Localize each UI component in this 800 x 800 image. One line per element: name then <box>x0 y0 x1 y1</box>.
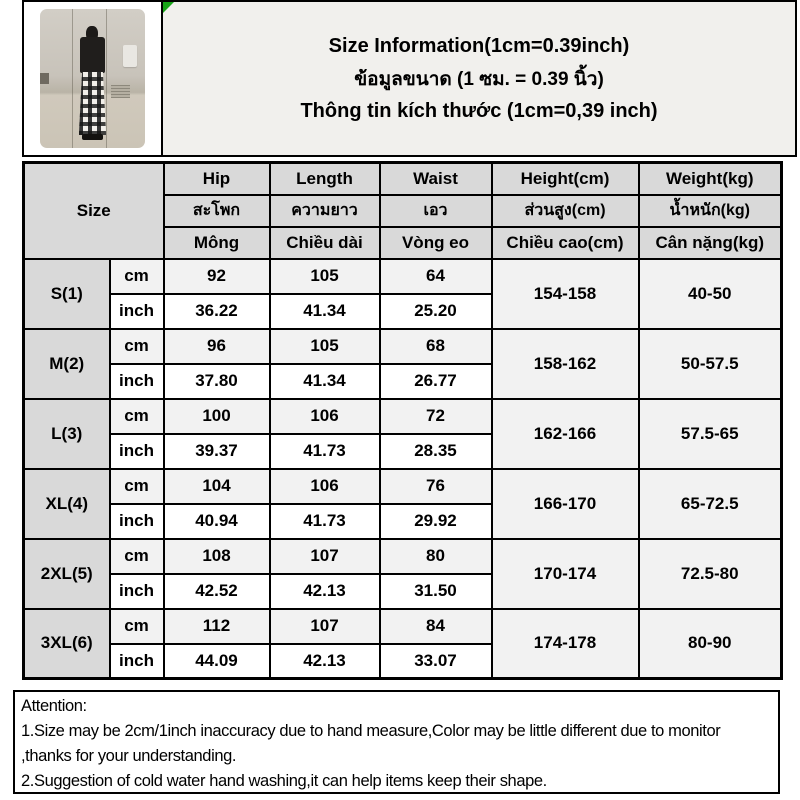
measurement-value-cm: 107 <box>270 539 380 574</box>
unit-label-inch: inch <box>110 364 164 399</box>
size-label: 2XL(5) <box>24 539 110 609</box>
measurement-value-inch: 42.13 <box>270 574 380 609</box>
title-vietnamese: Thông tin kích thước (1cm=0,39 inch) <box>300 99 658 122</box>
measurement-value-cm: 105 <box>270 329 380 364</box>
measurement-value-cm: 100 <box>164 399 270 434</box>
height-range: 166-170 <box>492 469 639 539</box>
unit-label-cm: cm <box>110 469 164 504</box>
measurement-value-inch: 25.20 <box>380 294 492 329</box>
unit-label-cm: cm <box>110 259 164 294</box>
size-label: M(2) <box>24 329 110 399</box>
col-header-height-vi: Chiều cao(cm) <box>492 227 639 259</box>
size-label: L(3) <box>24 399 110 469</box>
measurement-value-inch: 36.22 <box>164 294 270 329</box>
measurement-value-inch: 33.07 <box>380 644 492 679</box>
col-header-weight-en: Weight(kg) <box>639 163 782 195</box>
measurement-value-inch: 37.80 <box>164 364 270 399</box>
weight-range: 57.5-65 <box>639 399 782 469</box>
col-header-weight-vi: Cân nặng(kg) <box>639 227 782 259</box>
model-plaid-pants <box>79 72 106 136</box>
height-range: 170-174 <box>492 539 639 609</box>
col-header-waist-vi: Vòng eo <box>380 227 492 259</box>
col-header-hip-en: Hip <box>164 163 270 195</box>
table-row-cm <box>24 609 782 644</box>
col-header-waist-en: Waist <box>380 163 492 195</box>
unit-label-inch: inch <box>110 644 164 679</box>
unit-label-cm: cm <box>110 609 164 644</box>
measurement-value-inch: 42.13 <box>270 644 380 679</box>
measurement-value-inch: 29.92 <box>380 504 492 539</box>
col-header-length-en: Length <box>270 163 380 195</box>
weight-range: 65-72.5 <box>639 469 782 539</box>
unit-label-inch: inch <box>110 574 164 609</box>
title-cell <box>163 2 795 155</box>
height-range: 154-158 <box>492 259 639 329</box>
measurement-value-inch: 40.94 <box>164 504 270 539</box>
col-header-hip-vi: Mông <box>164 227 270 259</box>
measurement-value-cm: 106 <box>270 399 380 434</box>
size-table <box>22 161 783 680</box>
table-row-cm <box>24 329 782 364</box>
col-header-length-th: ความยาว <box>270 195 380 227</box>
table-row-cm <box>24 399 782 434</box>
measurement-value-cm: 72 <box>380 399 492 434</box>
unit-label-cm: cm <box>110 539 164 574</box>
attention-line-1: 1.Size may be 2cm/1inch inaccuracy due to hand measure,Color may be little different due to monitor ,thanks for your understanding. <box>21 722 721 765</box>
measurement-value-inch: 26.77 <box>380 364 492 399</box>
weight-range: 50-57.5 <box>639 329 782 399</box>
attention-note <box>13 690 780 794</box>
measurement-value-cm: 68 <box>380 329 492 364</box>
measurement-value-cm: 107 <box>270 609 380 644</box>
size-label: 3XL(6) <box>24 609 110 679</box>
title-thai: ข้อมูลขนาด (1 ซม. = 0.39 นิ้ว) <box>354 68 604 90</box>
mirror-seam <box>106 9 107 148</box>
col-header-hip-th: สะโพก <box>164 195 270 227</box>
measurement-value-inch: 44.09 <box>164 644 270 679</box>
shelf <box>111 85 130 98</box>
col-header-height-th: ส่วนสูง(cm) <box>492 195 639 227</box>
measurement-value-cm: 106 <box>270 469 380 504</box>
measurement-value-inch: 41.34 <box>270 294 380 329</box>
title-english: Size Information(1cm=0.39inch) <box>328 34 630 57</box>
unit-label-inch: inch <box>110 504 164 539</box>
product-photo <box>40 9 145 148</box>
table-row-cm <box>24 539 782 574</box>
measurement-value-cm: 112 <box>164 609 270 644</box>
measurement-value-inch: 41.73 <box>270 504 380 539</box>
col-header-waist-th: เอว <box>380 195 492 227</box>
col-header-weight-th: น้ำหนัก(kg) <box>639 195 782 227</box>
measurement-value-cm: 64 <box>380 259 492 294</box>
cell-corner-marker-icon <box>163 2 174 13</box>
height-range: 174-178 <box>492 609 639 679</box>
measurement-value-cm: 104 <box>164 469 270 504</box>
unit-label-cm: cm <box>110 329 164 364</box>
measurement-value-cm: 92 <box>164 259 270 294</box>
measurement-value-cm: 76 <box>380 469 492 504</box>
header-row-english <box>24 163 782 195</box>
measurement-value-inch: 39.37 <box>164 434 270 469</box>
size-label: XL(4) <box>24 469 110 539</box>
model-shoes <box>82 134 103 140</box>
measurement-value-cm: 108 <box>164 539 270 574</box>
measurement-value-inch: 41.34 <box>270 364 380 399</box>
mirror-seam <box>72 9 73 148</box>
measurement-value-inch: 41.73 <box>270 434 380 469</box>
unit-label-inch: inch <box>110 294 164 329</box>
attention-title: Attention: <box>21 697 87 715</box>
bench <box>40 73 49 84</box>
height-range: 158-162 <box>492 329 639 399</box>
measurement-value-inch: 28.35 <box>380 434 492 469</box>
measurement-value-cm: 105 <box>270 259 380 294</box>
measurement-value-inch: 42.52 <box>164 574 270 609</box>
weight-range: 72.5-80 <box>639 539 782 609</box>
height-range: 162-166 <box>492 399 639 469</box>
header-section <box>22 0 797 157</box>
measurement-value-cm: 96 <box>164 329 270 364</box>
model-jacket <box>80 37 105 73</box>
measurement-value-inch: 31.50 <box>380 574 492 609</box>
weight-range: 40-50 <box>639 259 782 329</box>
attention-line-2: 2.Suggestion of cold water hand washing,it can help items keep their shape. <box>21 772 547 790</box>
weight-range: 80-90 <box>639 609 782 679</box>
measurement-value-cm: 80 <box>380 539 492 574</box>
col-header-length-vi: Chiều dài <box>270 227 380 259</box>
col-header-height-en: Height(cm) <box>492 163 639 195</box>
table-row-cm <box>24 259 782 294</box>
size-label: S(1) <box>24 259 110 329</box>
table-row-cm <box>24 469 782 504</box>
measurement-value-cm: 84 <box>380 609 492 644</box>
product-photo-cell <box>24 2 163 155</box>
unit-label-cm: cm <box>110 399 164 434</box>
unit-label-inch: inch <box>110 434 164 469</box>
wall-panel <box>123 45 137 67</box>
size-column-header: Size <box>24 163 164 259</box>
